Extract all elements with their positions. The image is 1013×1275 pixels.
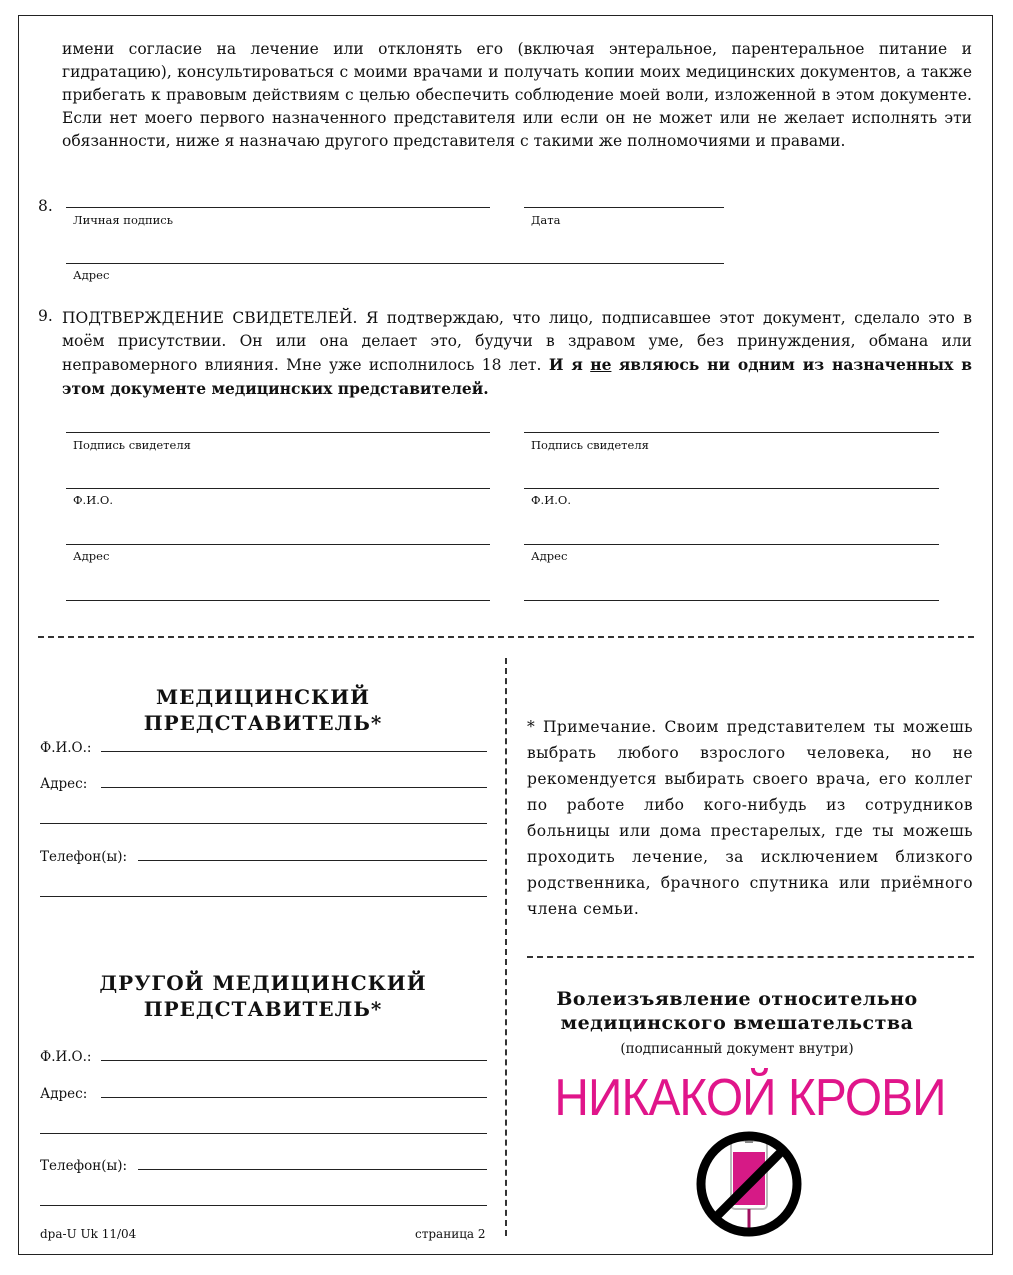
no-blood-icon [693, 1128, 805, 1240]
section-9-number: 9. [38, 307, 53, 325]
rep1-name-input[interactable] [101, 751, 487, 752]
intro-paragraph: имени согласие на лечение или отклонять его (включая энтеральное, парентеральное питание и гидратацию), консультироваться с моими врачами и получать копии моих медицинских документов, а также прибегать к правовым действиям с целью обеспечить соблюдение моей воли, изложенной в этом документе. Если нет моего первого назначенного представителя или если он не может или не желает исполнять эти обязанности, ниже я назначаю другого представителя с такими же полномочиями и правами. [62, 40, 972, 150]
witness1-name-line[interactable] [66, 488, 490, 489]
card-title-line1: Волеизъявление относительно [556, 988, 918, 1010]
rep1-phone-label: Телефон(ы): [40, 849, 128, 865]
address-label: Адрес [73, 268, 110, 282]
date-label: Дата [531, 213, 561, 227]
rep1-phone-input[interactable] [138, 860, 487, 861]
rep2-title-line2: ПРЕДСТАВИТЕЛЬ* [143, 997, 383, 1021]
address-line[interactable] [66, 263, 724, 264]
cut-line-horizontal [38, 636, 974, 638]
date-line[interactable] [524, 207, 724, 208]
rep2-title-line1: ДРУГОЙ МЕДИЦИНСКИЙ [99, 971, 427, 995]
witness-text-bold-post: являюсь ни одним из назначенных в этом документе медицинских представителей. [62, 355, 972, 398]
rep2-phone-input-2[interactable] [40, 1205, 487, 1206]
witness2-address-line-2[interactable] [524, 600, 939, 601]
rep1-phone-input-2[interactable] [40, 896, 487, 897]
signature-line[interactable] [66, 207, 490, 208]
witness2-signature-line[interactable] [524, 432, 939, 433]
rep2-address-label: Адрес: [40, 1086, 88, 1102]
witness-paragraph [62, 307, 972, 401]
card-subtitle: (подписанный документ внутри) [620, 1041, 854, 1057]
witness1-address-line[interactable] [66, 544, 490, 545]
card-title-line2: медицинского вмешательства [560, 1012, 914, 1034]
witness2-signature-label: Подпись свидетеля [531, 438, 649, 452]
representative-note: * Примечание. Своим представителем ты можешь выбрать любого взрослого человека, но не рекомендуется выбирать своего врача, его коллег по работе либо кого-нибудь из сотрудников больницы или дома престарелых, где ты можешь проходить лечение, за исключением близкого родственника, брачного спутника или приёмного члена семьи. [527, 718, 973, 918]
card-title [527, 987, 947, 1035]
rep2-phone-input[interactable] [138, 1169, 487, 1170]
section-8-number: 8. [38, 197, 53, 215]
witness1-address-line-2[interactable] [66, 600, 490, 601]
fold-line-vertical [505, 658, 507, 1236]
rep1-name-label: Ф.И.О.: [40, 740, 92, 756]
witness1-signature-label: Подпись свидетеля [73, 438, 191, 452]
rep1-address-input[interactable] [101, 787, 487, 788]
rep1-address-label: Адрес: [40, 776, 88, 792]
witness1-signature-line[interactable] [66, 432, 490, 433]
rep1-title: МЕДИЦИНСКИЙ ПРЕДСТАВИТЕЛЬ* [143, 685, 383, 735]
rep2-name-label: Ф.И.О.: [40, 1049, 92, 1065]
footer-page-number: страница 2 [415, 1227, 486, 1241]
rep2-phone-label: Телефон(ы): [40, 1158, 128, 1174]
card-divider [527, 956, 974, 958]
rep1-address-input-2[interactable] [40, 823, 487, 824]
witness-text-bold-underlined: не [590, 355, 612, 374]
witness1-address-label: Адрес [73, 549, 110, 563]
signature-label: Личная подпись [73, 213, 173, 227]
witness2-name-line[interactable] [524, 488, 939, 489]
rep2-address-input[interactable] [101, 1097, 487, 1098]
rep2-address-input-2[interactable] [40, 1133, 487, 1134]
witness2-name-label: Ф.И.О. [531, 493, 571, 507]
witness-text-regular: ПОДТВЕРЖДЕНИЕ СВИДЕТЕЛЕЙ. Я подтверждаю, что лицо, подписавшее этот документ, сделало это в моём присутствии. Он или она делает это, будучи в здравом уме, без принуждения, обмана или неправомерного влияния. Мне уже исполнилось 18 лет. [62, 309, 972, 374]
witness2-address-label: Адрес [531, 549, 568, 563]
witness-text-bold-pre: И я [548, 355, 583, 374]
rep2-name-input[interactable] [101, 1060, 487, 1061]
footer-form-code: dpa-U Uk 11/04 [40, 1227, 137, 1241]
rep2-title [38, 970, 488, 1022]
witness2-address-line[interactable] [524, 544, 939, 545]
no-blood-title: НИКАКОЙ КРОВИ [554, 1069, 946, 1127]
witness1-name-label: Ф.И.О. [73, 493, 113, 507]
